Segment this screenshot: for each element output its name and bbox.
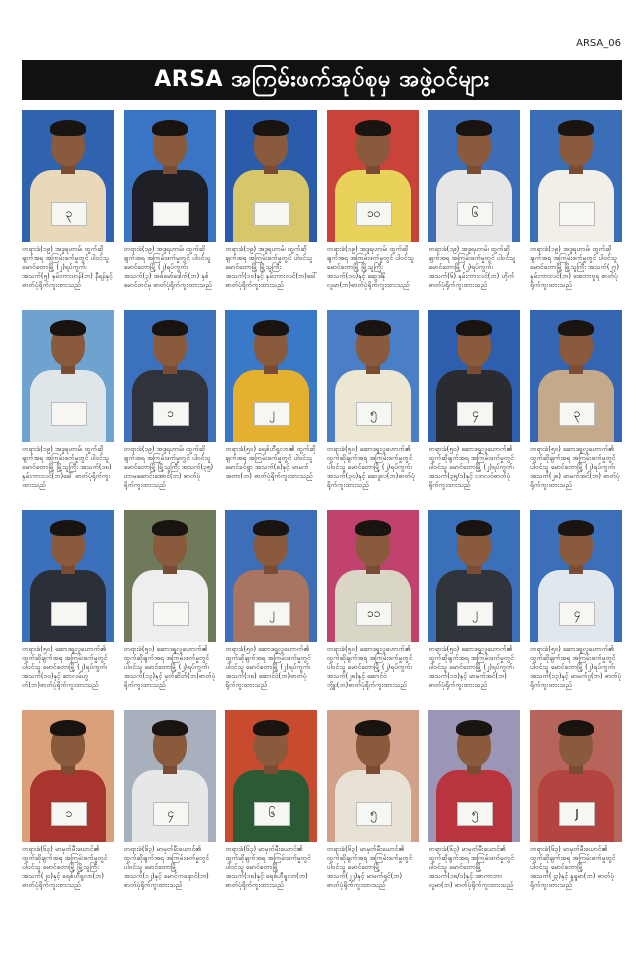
- number-sign: ၂: [457, 602, 493, 626]
- number-sign: ၁၁: [356, 602, 392, 626]
- suspect-caption: တရားခံ(၁၉) အဒူရဟာမ်၊ ထွက်ဆိုချက်အရ အကြမ်းဖက်မှုတွင် ပါဝင်သူ မောင်တောမြို့ မြို့သူကြီး အသက်(၁၈) နှမ်းကားလင်(ဘ)ခေါ် ဓာတ်ပုံရိုက်ကူးထားသည်: [22, 445, 112, 489]
- number-sign: ၄: [457, 402, 493, 426]
- suspect-photo: [428, 110, 520, 242]
- suspect-caption: တရားခံ(၅၀) ဆောဒရူလူဟောက်၏ ထွက်ဆိုချက်အရ အကြမ်းဖက်မှုတွင် ပါဝင်သူ မောင်တောမြို့ (၂)ရပ်ကွက်၊ အသက်(၁၃)နှင့် မှတ်ဆိတ်(ဘ)ဓာတ်ပုံရိုက်ကူးထားသည်: [123, 645, 216, 689]
- hair-shape: [152, 520, 188, 536]
- suspect-caption: တရားခံ(၁၉) အဒူရဟာမ်၊ ထွက်ဆိုချက်အရ အကြမ်းဖက်မှုတွင် ပါဝင်သူ မောင်တောမြို့ (၂)ရပ်ကွက်၊ အသက်(၃) အဖ်မော်ဒေါက်(ဘ) နှစ်မောင်တင်မှ ဓာတ်ပုံရိုက်ကူးထားသည်: [123, 245, 212, 289]
- hair-shape: [50, 320, 86, 336]
- hair-shape: [253, 520, 289, 536]
- number-sign: ၄: [559, 602, 595, 626]
- number-sign: ၆: [254, 802, 290, 826]
- number-sign: ၆: [457, 202, 493, 226]
- suspect-card: [22, 710, 114, 905]
- number-sign: ၁၀: [356, 202, 392, 226]
- suspect-card: [124, 110, 216, 305]
- suspect-card: [530, 310, 622, 505]
- number-sign: [153, 202, 189, 226]
- number-sign: ၃: [559, 402, 595, 426]
- suspect-caption: တရားခံ(၅၀) ဆောဒရူလူဟောက်၏ ထွက်ဆိုချက်အရ အကြမ်းဖက်မှုတွင် ပါဝင်သူ မောင်တောမြို့ (၂)ရပ်ကွက်၊ အသက်(၁၈) ဆောင်ဝဲ(ဘ)ဓာတ်ပုံရိုက်ကူးထားသည်: [225, 645, 311, 689]
- suspect-caption: တရားခံ(၅၀) ခရစ်ဟီရူလာ၏ ထွက်ဆိုချက်အရ အကြမ်းဖက်မှုတွင် ပါဝင်သူ မောင်ခင်ရွာ အသက်(၈)နှင့် မာမက်အတာ(ဘ) ဓာတ်ပုံရိုက်ကူးထားသည်: [225, 445, 316, 480]
- suspect-photo: [428, 510, 520, 642]
- suspect-photo: [530, 310, 622, 442]
- suspect-card: [327, 510, 419, 705]
- suspect-card: [124, 510, 216, 705]
- suspect-photo: [22, 110, 114, 242]
- number-sign: ၅: [457, 802, 493, 826]
- suspect-photo: [530, 710, 622, 842]
- hair-shape: [253, 120, 289, 136]
- hair-shape: [355, 720, 391, 736]
- headline-text: ARSA အကြမ်းဖက်အုပ်စုမှ အဖွဲ့ဝင်များ: [154, 66, 490, 92]
- hair-shape: [152, 720, 188, 736]
- suspect-photo: [225, 510, 317, 642]
- suspect-card: [22, 110, 114, 305]
- headline-banner: [22, 60, 622, 100]
- hair-shape: [355, 320, 391, 336]
- hair-shape: [456, 720, 492, 736]
- suspect-caption: တရားခံ(၁၉) အဒူရဟာမ်၊ ထွက်ဆိုချက်အရ အကြမ်းဖက်မှုတွင် ပါဝင်သူ မောင်တောမြို့ မြို့သူကြီး အသက်(၁၀)နှင့် ဆွေဒါနိုလူမာ(ဘ)ဓာတ်ပုံရိုက်ကူးထားသည်: [326, 245, 414, 289]
- number-sign: [153, 602, 189, 626]
- number-sign: [51, 602, 87, 626]
- suspect-caption: တရားခံ(၅၀) ဆောဒရူလူဟောက်၏ ထွက်ဆိုချက်အရ အကြမ်းဖက်မှုတွင် ပါဝင်သူ မောင်တောမြို့ (၂)ရပ်ကွက်၊ အသက်(၁၁)နှင့် မာမက်အင်(ဘ) ဓာတ်ပုံရိုက်ကူးထားသည်: [428, 645, 514, 689]
- suspect-photo: [225, 710, 317, 842]
- suspect-caption: တရားခံ(၁၉) အဒူရဟာမ်၊ ထွက်ဆိုချက်အရ အကြမ်းဖက်မှုတွင် ပါဝင်သူ မောင်တောမြို့ မြို့သူကြီး အသက်(၁၀)နှင့် နှမ်းကားလင်(ဘ)ခေါ် ဓာတ်ပုံရိုက်ကူးထားသည်: [225, 245, 317, 289]
- suspect-photo: [124, 310, 216, 442]
- suspect-card: [225, 710, 317, 905]
- hair-shape: [558, 320, 594, 336]
- suspect-card: [530, 110, 622, 305]
- suspect-caption: တရားခံ(၅၀) ဆောဒရူလူဟောက်၏ ထွက်ဆိုချက်အရ အကြမ်းဖက်မှုတွင် ပါဝင်သူ မောင်တောမြို့ (၂)ရပ်ကွက်၊ အသက်(၃၅/၁)နှင့် လာလဝ်ဓာတ်ပုံရိုက်ကူးထားသည်: [428, 445, 514, 489]
- number-sign: ၅: [356, 402, 392, 426]
- suspect-photo: [428, 710, 520, 842]
- suspect-card: [22, 510, 114, 705]
- number-sign: ၃: [51, 202, 87, 226]
- hair-shape: [50, 720, 86, 736]
- suspect-photo: [22, 310, 114, 442]
- suspect-card: [124, 710, 216, 905]
- suspect-caption: တရားခံ(၆၃) မာမှတ်မီးယောင်၏ ထွက်ဆိုချက်အရ အကြမ်းဖက်မှုတွင် ပါဝင်သူ မောင်တောမြို့ အသက်(၁၈/၁)နှင့် အာကာဘာလူမာ(ဘ) ဓာတ်ပုံရိုက်ကူးထားသည်: [428, 845, 514, 889]
- suspect-caption: တရားခံ(၅၀) ဆောဒရူလူဟောက်၏ ထွက်ဆိုချက်အရ အကြမ်းဖက်မှုတွင် ပါဝင်သူ မောင်တောမြို့ (၂)ရပ်ကွက်၊ အသက်(၂၈)နှင့် ဆောင်ဝဲဘွိူး(ဘ)ဓာတ်ပုံရိုက်ကူးထားသည်: [326, 645, 413, 689]
- hair-shape: [50, 120, 86, 136]
- suspect-photo: [124, 510, 216, 642]
- suspect-card: [327, 310, 419, 505]
- suspect-caption: တရားခံ(၁၉) အဒူရဟာမ်၊ ထွက်ဆိုချက်အရ အကြမ်းဖက်မှုတွင် ပါဝင်သူ မောင်တောမြို့ (၂)ရပ်ကွက်၊ အသက်(၆) နှမ်းကားလင်(ဘ) ဟိုက်ဓာတ်ပုံရိုက်ကူးထားသည်: [428, 245, 516, 289]
- suspect-photo: [22, 710, 114, 842]
- suspect-caption: တရားခံ(၆၃) မာမှတ်မီးယောင်၏ ထွက်ဆိုချက်အရ အကြမ်းဖက်မှုတွင် ပါဝင်သူ မောင်တောမြို့ အသက်(၂၃)နှင့် နူရူမာ(ဘ) ဓာတ်ပုံရိုက်ကူးထားသည်: [529, 845, 616, 889]
- page-code: ARSA_06: [576, 38, 621, 49]
- suspect-photo-grid: [22, 110, 622, 905]
- hair-shape: [558, 720, 594, 736]
- suspect-card: [327, 110, 419, 305]
- hair-shape: [253, 720, 289, 736]
- number-sign: J: [559, 802, 595, 826]
- suspect-card: [530, 510, 622, 705]
- suspect-photo: [327, 710, 419, 842]
- suspect-card: [22, 310, 114, 505]
- number-sign: ၂: [254, 402, 290, 426]
- number-sign: [51, 402, 87, 426]
- suspect-card: [225, 110, 317, 305]
- number-sign: ၁: [153, 402, 189, 426]
- suspect-caption: တရားခံ(၁၉) အဒူရဟာမ်၊ ထွက်ဆိုချက်အရ အကြမ်းဖက်မှုတွင် ပါဝင်သူ မောင်တောမြို့ (၂)ရပ်ကွက်၊ အသက်(၅) နှမ်းကားဟန်(ဘ) နီရန်နှင့် ဓာတ်ပုံရိုက်ကူးထားသည်: [22, 245, 113, 289]
- hair-shape: [152, 320, 188, 336]
- hair-shape: [355, 120, 391, 136]
- suspect-card: [225, 510, 317, 705]
- hair-shape: [456, 520, 492, 536]
- suspect-photo: [530, 110, 622, 242]
- number-sign: ၂: [254, 602, 290, 626]
- suspect-card: [428, 310, 520, 505]
- suspect-photo: [327, 310, 419, 442]
- suspect-caption: တရားခံ(၅၀) ဆောဒရူလူဟောက်၏ ထွက်ဆိုချက်အရ အကြမ်းဖက်မှုတွင် ပါဝင်သူ မောင်တောမြို့ (၂)ရပ်ကွက်၊ အသက်(၃၀)နှင့် ဆေဒူလ(ဘ)ဓာတ်ပုံရိုက်ကူးထားသည်: [326, 445, 415, 489]
- suspect-photo: [530, 510, 622, 642]
- hair-shape: [558, 120, 594, 136]
- hair-shape: [456, 120, 492, 136]
- suspect-photo: [225, 310, 317, 442]
- suspect-caption: တရားခံ(၆၃) မာမှတ်မီးယောင်၏ ထွက်ဆိုချက်အရ အကြမ်းဖက်မှုတွင် ပါဝင်သူ မောင်တောမြို့ အသက်(၂၂)နှင့် မာမက်ရှင်(ဘ) ဓာတ်ပုံရိုက်ကူးထားသည်: [326, 845, 413, 889]
- number-sign: [559, 202, 595, 226]
- hair-shape: [355, 520, 391, 536]
- suspect-card: [327, 710, 419, 905]
- suspect-photo: [124, 110, 216, 242]
- hair-shape: [50, 520, 86, 536]
- suspect-photo: [327, 510, 419, 642]
- hair-shape: [456, 320, 492, 336]
- number-sign: ၁: [51, 802, 87, 826]
- suspect-card: [225, 310, 317, 505]
- suspect-caption: တရားခံ(၁၉) အဒူရဟာမ်၊ ထွက်ဆိုချက်အရ အကြမ်းဖက်မှုတွင် ပါဝင်သူ မောင်တောမြို့ မြို့သူကြီး အသက်(၂၇) နှမ်းကားလင်(ဘ) အေဘာဗူရ ဓာတ်ပုံရိုက်ကူးထားသည်: [529, 245, 619, 289]
- suspect-card: [428, 510, 520, 705]
- hair-shape: [558, 520, 594, 536]
- suspect-photo: [22, 510, 114, 642]
- suspect-card: [428, 710, 520, 905]
- suspect-caption: တရားခံ(၅၀) ဆောဒရူလူဟောက်၏ ထွက်ဆိုချက်အရ အကြမ်းဖက်မှုတွင် ပါဝင်သူ မောင်တောမြို့ (၂)ရပ်ကွက်၊ အသက်(၂၈) မာမက်အင်(ဘ) ဓာတ်ပုံရိုက်ကူးထားသည်: [529, 445, 620, 489]
- suspect-caption: တရားခံ(၆၃) မာမှတ်မီးယောင်၏ ထွက်ဆိုချက်အရ အကြမ်းဖက်မှုတွင် ပါဝင်သူ မောင်တောမြို့ အသက်(၁၈)နှင့် ခရစ်ဟီရူလာ(ဘ) ဓာတ်ပုံရိုက်ကူးထားသည်: [225, 845, 311, 889]
- suspect-card: [428, 110, 520, 305]
- suspect-caption: တရားခံ(၁၉) အဒူရဟာမ်၊ ထွက်ဆိုချက်အရ အကြမ်းဖက်မှုတွင် ပါဝင်သူ မောင်တောမြို့ မြို့သူကြီး အသက်(၃၅) ဟာမဆောင်းအောင်(ဘ) ဓာတ်ပုံရိုက်ကူးထားသည်: [123, 445, 214, 489]
- suspect-caption: တရားခံ(၆၃) မာမှတ်မီးယောင်၏ ထွက်ဆိုချက်အရ အကြမ်းဖက်မှုတွင် ပါဝင်သူ မောင်တောမြို့ မြို့သူကြီး အသက်(၂၀)နှင့် ခရစ်ဟီရူလာ(ဘ) ဓာတ်ပုံရိုက်ကူးထားသည်: [22, 845, 108, 889]
- suspect-photo: [428, 310, 520, 442]
- number-sign: ၄: [153, 802, 189, 826]
- suspect-photo: [225, 110, 317, 242]
- hair-shape: [253, 320, 289, 336]
- suspect-caption: တရားခံ(၅၀) ဆောဒရူလူဟောက်၏ ထွက်ဆိုချက်အရ အကြမ်းဖက်မှုတွင် ပါဝင်သူ မောင်တောမြို့ (၂)ရပ်ကွက်၊ အသက်(၁၃)နှင့် မာမက်ဂူ(ဘ) ဓာတ်ပုံရိုက်ကူးထားသည်: [529, 645, 622, 689]
- suspect-photo: [327, 110, 419, 242]
- hair-shape: [152, 120, 188, 136]
- suspect-card: [530, 710, 622, 905]
- suspect-caption: တရားခံ(၆၃) မာမှတ်မီးယောင်၏ ထွက်ဆိုချက်အရ အကြမ်းဖက်မှုတွင် ပါဝင်သူ မောင်တောမြို့ အသက်(၁၂)နှင့် မောင်ကနောင်(ဘ) ဓာတ်ပုံရိုက်ကူးထားသည်: [123, 845, 210, 889]
- suspect-caption: တရားခံ(၅၀) ဆောဒရူလူဟောက်၏ ထွက်ဆိုချက်အရ အကြမ်းဖက်မှုတွင် ပါဝင်သူ မောင်တောမြို့ (၂)ရပ်ကွက်၊ အသက်(၁၀)နှင့် ဆာလမ်ဟွတ်(ဘ)ဓာတ်ပုံရိုက်ကူးထားသည်: [22, 645, 108, 689]
- suspect-card: [124, 310, 216, 505]
- suspect-photo: [124, 710, 216, 842]
- number-sign: ၅: [356, 802, 392, 826]
- number-sign: [254, 202, 290, 226]
